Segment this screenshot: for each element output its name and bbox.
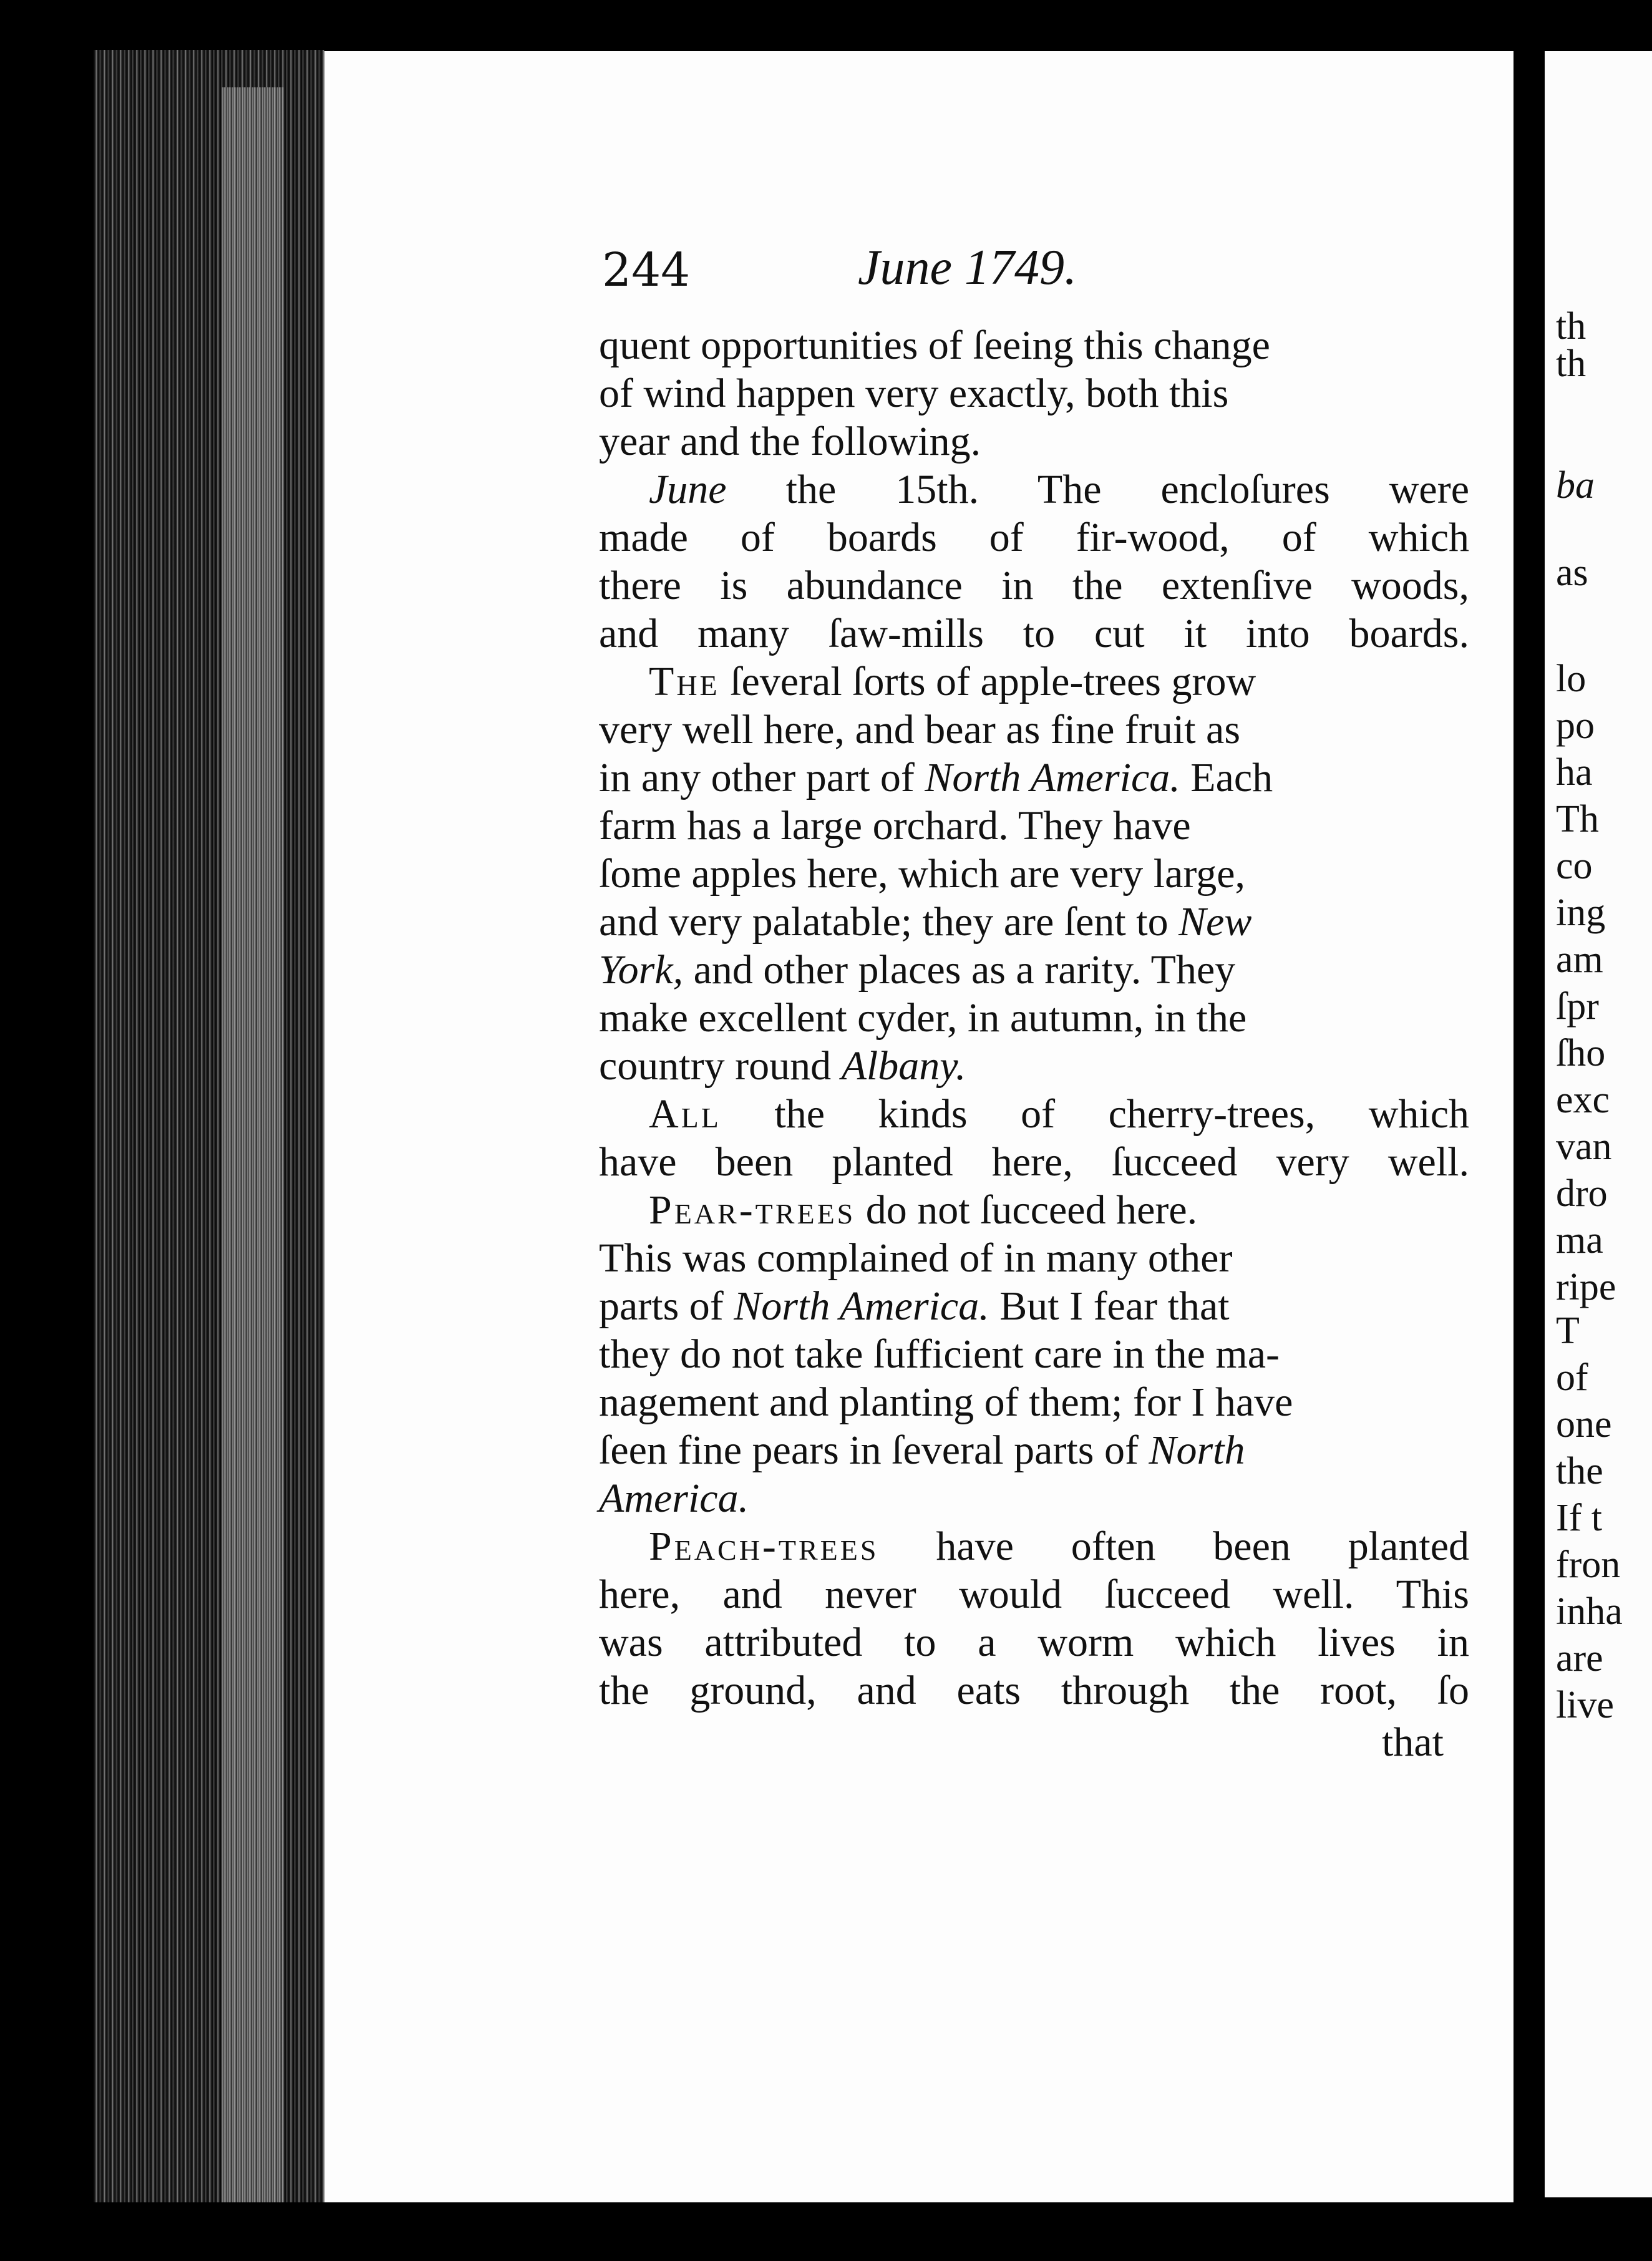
text-line: and many ſaw-mills to cut it into boards. <box>599 611 1469 656</box>
text-line: quent opportunities of ſeeing this change <box>599 323 1270 368</box>
book-page-edges-highlight <box>221 87 284 2202</box>
facing-page-fragment: ba <box>1556 464 1595 507</box>
small-caps-text: Peach-trees <box>649 1524 879 1569</box>
facing-page-fragment: Th <box>1556 798 1599 840</box>
facing-page-fragment: exc <box>1556 1079 1610 1121</box>
text-line: they do not take ſufficient care in the ma- <box>599 1331 1280 1377</box>
text-line: nagement and planting of them; for I have <box>599 1379 1293 1425</box>
text-line: was attributed to a worm which lives in <box>599 1620 1469 1665</box>
text-line: the ground, and eats through the root, ſo <box>599 1668 1469 1713</box>
text-line: parts of North America. But I fear that <box>599 1283 1230 1329</box>
facing-page-fragment: co <box>1556 845 1593 887</box>
text-line: country round Albany. <box>599 1043 966 1089</box>
text-line: ſeen fine pears in ſeveral parts of North <box>599 1427 1245 1473</box>
book-page-edges <box>94 50 324 2202</box>
text-line: and very palatable; they are ſent to New <box>599 899 1252 945</box>
facing-page-fragment: T <box>1556 1310 1580 1352</box>
catchword: that <box>1382 1719 1444 1765</box>
paragraph-4 <box>599 1090 1469 1186</box>
text-line: ſome apples here, which are very large, <box>599 851 1245 897</box>
facing-page-fragment: of <box>1556 1356 1588 1399</box>
facing-page-fragment: ing <box>1556 892 1606 934</box>
body-text <box>599 321 1469 1714</box>
facing-page-fragment: as <box>1556 552 1588 594</box>
text-line: very well here, and bear as fine fruit as <box>599 707 1241 752</box>
text-line: have been planted here, ſucceed very well. <box>599 1139 1469 1185</box>
italic-text: North <box>1149 1427 1245 1473</box>
text-line: made of boards of fir-wood, of which <box>599 515 1469 560</box>
facing-page-fragment: van <box>1556 1126 1612 1168</box>
italic-text: North America. <box>925 755 1180 800</box>
text-line: The ſeveral ſorts of apple-trees grow <box>649 659 1256 704</box>
page-header <box>602 240 1469 318</box>
text-line: June the 15th. The encloſures were <box>649 467 1469 512</box>
paragraph-5 <box>599 1186 1469 1522</box>
facing-page-fragment: am <box>1556 938 1603 981</box>
italic-text: North America. <box>734 1283 989 1329</box>
text-line: there is abundance in the extenſive woods, <box>599 563 1469 608</box>
text-line: here, and never would ſucceed well. This <box>599 1572 1469 1617</box>
paragraph-3 <box>599 658 1469 1090</box>
facing-page-fragment: dro <box>1556 1172 1608 1215</box>
small-caps-text: The <box>649 659 720 704</box>
text-line: of wind happen very exactly, both this <box>599 371 1229 416</box>
facing-page-fragment: inha <box>1556 1590 1623 1633</box>
text-line <box>599 1476 749 1521</box>
facing-page-fragment: th <box>1556 343 1586 385</box>
text-line: All the kinds of cherry-trees, which <box>649 1091 1469 1137</box>
text-line: This was complained of in many other <box>599 1235 1233 1281</box>
facing-page-fragment: ma <box>1556 1219 1603 1262</box>
facing-page-fragment: the <box>1556 1450 1603 1492</box>
text-line: year and the following. <box>599 419 981 464</box>
text-line: farm has a large orchard. They have <box>599 803 1191 848</box>
text-line: in any other part of North America. Each <box>599 755 1273 800</box>
paragraph-1 <box>599 321 1469 465</box>
italic-text: Albany. <box>841 1043 966 1089</box>
text-line: Pear-trees do not ſucceed here. <box>649 1187 1198 1233</box>
facing-page-fragment: ripe <box>1556 1266 1616 1308</box>
facing-page-fragment: ſpr <box>1556 985 1599 1028</box>
facing-page-fragment: ſho <box>1556 1032 1606 1074</box>
facing-page-fragment: are <box>1556 1637 1603 1680</box>
facing-page-fragment: ha <box>1556 751 1593 794</box>
paragraph-6 <box>599 1522 1469 1714</box>
text-line: Peach-trees have often been planted <box>649 1524 1469 1569</box>
facing-page-fragment: po <box>1556 704 1595 747</box>
running-head: June 1749. <box>858 240 1077 295</box>
text-line: York, and other places as a rarity. They <box>599 947 1236 993</box>
facing-page-fragment: If t <box>1556 1497 1603 1539</box>
paragraph-2 <box>599 465 1469 658</box>
facing-page-fragment: fron <box>1556 1544 1621 1586</box>
italic-text: June <box>649 467 727 512</box>
text-line: make excellent cyder, in autumn, in the <box>599 995 1247 1041</box>
facing-page-fragment: lo <box>1556 658 1586 700</box>
facing-page-fragment: one <box>1556 1403 1612 1446</box>
small-caps-text: All <box>649 1091 721 1137</box>
italic-text: America. <box>599 1476 749 1521</box>
italic-text: New <box>1178 899 1252 945</box>
facing-page-fragment: live <box>1556 1684 1614 1726</box>
facing-page-fragment: th <box>1556 305 1586 348</box>
page-number: 244 <box>602 243 691 297</box>
small-caps-text: Pear-trees <box>649 1187 856 1233</box>
italic-text: York, <box>599 947 684 993</box>
